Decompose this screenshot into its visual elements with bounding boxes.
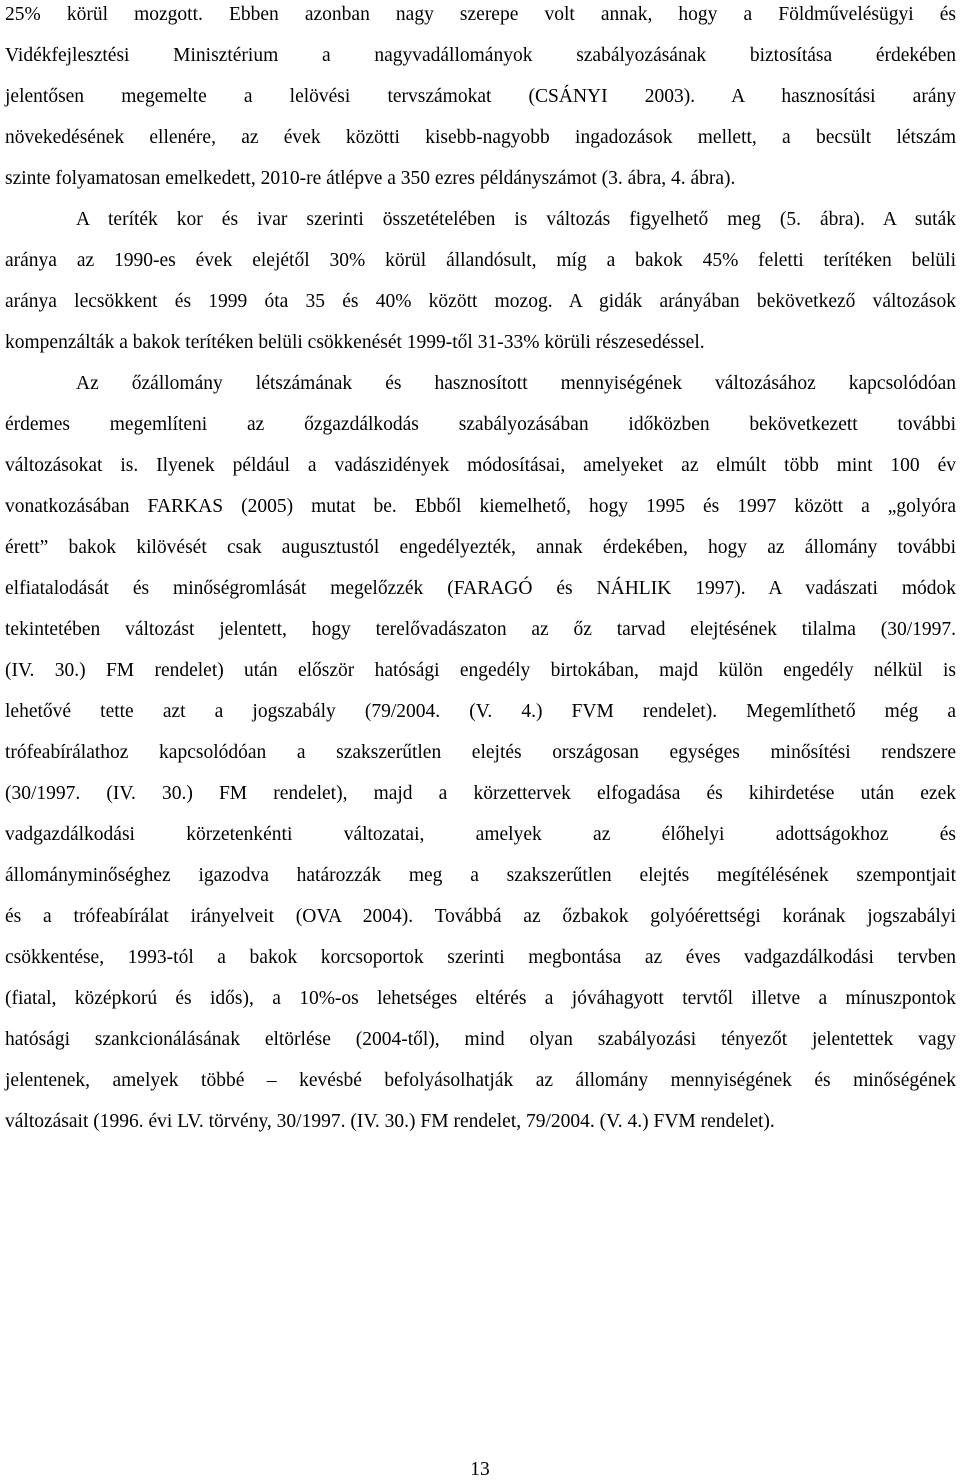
text-line: Vidékfejlesztési Minisztérium a nagyvadállományok szabályozásának biztosítása érdekében [5,45,956,66]
text-line: (30/1997. (IV. 30.) FM rendelet), majd a körzettervek elfogadása és kihirdetése után ezek [5,783,956,804]
text-line: növekedésének ellenére, az évek közötti kisebb-nagyobb ingadozások mellett, a becsült létszám [5,127,956,148]
text-line: vadgazdálkodási körzetenkénti változatai, amelyek az élőhelyi adottságokhoz és [5,824,956,845]
text-line: trófeabírálathoz kapcsolódóan a szakszerűtlen elejtés országosan egységes minősítési rendszere [5,742,956,763]
text-line: (IV. 30.) FM rendelet) után először hatósági engedély birtokában, majd külön engedély nélkül is [5,660,956,681]
paragraph-start-line: A teríték kor és ivar szerinti összetételében is változás figyelhető meg (5. ábra). A suták [76,209,956,230]
text-line: jelentenek, amelyek többé – kevésbé befolyásolhatják az állomány mennyiségének és minőségének [5,1070,956,1091]
text-line: lehetővé tette azt a jogszabály (79/2004. (V. 4.) FVM rendelet). Megemlíthető még a [5,701,956,722]
text-line: vonatkozásában FARKAS (2005) mutat be. Ebből kiemelhető, hogy 1995 és 1997 között a „golyóra [5,496,956,517]
text-line: kompenzálták a bakok terítéken belüli csökkenését 1999-től 31-33% körüli részesedéssel. [5,332,705,353]
text-line: elfiatalodását és minőségromlását megelőzzék (FARAGÓ és NÁHLIK 1997). A vadászati módok [5,578,956,599]
text-line: aránya az 1990-es évek elejétől 30% körül állandósult, míg a bakok 45% feletti terítéken belüli [5,250,956,271]
text-line: hatósági szankcionálásának eltörlése (2004-től), mind olyan szabályozási tényezőt jelentettek vagy [5,1029,956,1050]
text-line: aránya lecsökkent és 1999 óta 35 és 40% között mozog. A gidák arányában bekövetkező változások [5,291,956,312]
text-line: érdemes megemlíteni az őzgazdálkodás szabályozásában időközben bekövetkezett további [5,414,956,435]
page-number: 13 [470,1459,490,1480]
text-line: változásait (1996. évi LV. törvény, 30/1997. (IV. 30.) FM rendelet, 79/2004. (V. 4.) FVM rendelet). [5,1111,775,1132]
paragraph-start-line: Az őzállomány létszámának és hasznosított mennyiségének változásához kapcsolódóan [76,373,956,394]
text-line: csökkentése, 1993-tól a bakok korcsoportok szerinti megbontása az éves vadgazdálkodási tervben [5,947,956,968]
text-line: változásokat is. Ilyenek például a vadászidények módosításai, amelyeket az elmúlt több mint 100 év [5,455,956,476]
text-line: és a trófeabírálat irányelveit (OVA 2004). Továbbá az őzbakok golyóérettségi korának jogszabályi [5,906,956,927]
text-line: 25% körül mozgott. Ebben azonban nagy szerepe volt annak, hogy a Földművelésügyi és [5,4,956,25]
text-line: (fiatal, középkorú és idős), a 10%-os lehetséges eltérés a jóváhagyott tervtől illetve a mínuszpontok [5,988,956,1009]
text-line: tekintetében változást jelentett, hogy terelővadászaton az őz tarvad elejtésének tilalma (30/1997. [5,619,956,640]
text-line: szinte folyamatosan emelkedett, 2010-re átlépve a 350 ezres példányszámot (3. ábra, 4. ábra). [5,168,736,189]
text-line: állományminőséghez igazodva határozzák meg a szakszerűtlen elejtés megítélésének szempontjait [5,865,956,886]
text-line: jelentősen megemelte a lelövési tervszámokat (CSÁNYI 2003). A hasznosítási arány [5,86,956,107]
text-line: érett” bakok kilövését csak augusztustól engedélyezték, annak érdekében, hogy az állomány további [5,537,956,558]
